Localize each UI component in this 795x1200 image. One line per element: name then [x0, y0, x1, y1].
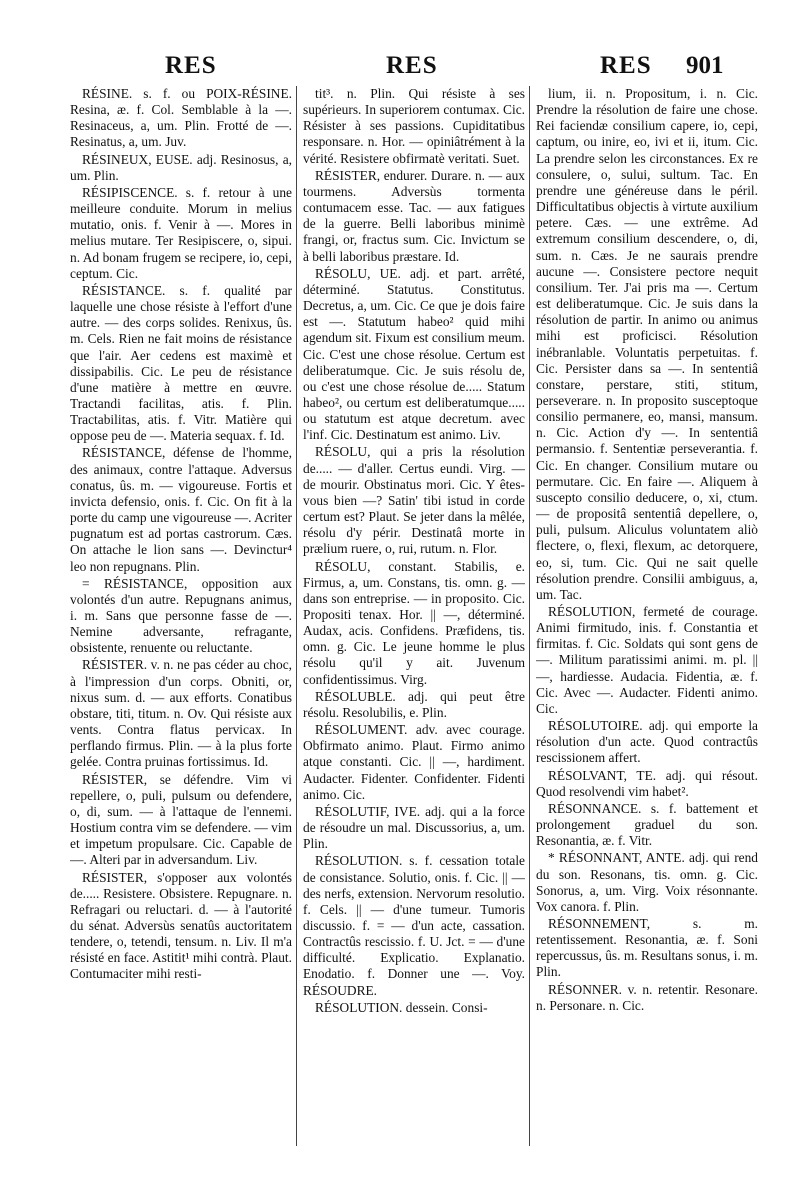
page-number: 901 — [686, 52, 724, 79]
column-3 — [536, 86, 758, 1166]
entry: * RÉSONNANT, ANTE. adj. qui rend du son. Resonans, tis. omn. g. Cic. Sonorus, a, um. Virg. Voix résonnante. Vox canora. f. Plin. — [536, 850, 758, 914]
entry: RÉSOLUBLE. adj. qui peut être résolu. Resolubilis, e. Plin. — [303, 688, 525, 720]
column-2 — [303, 86, 525, 1166]
entry: RÉSINEUX, EUSE. adj. Resinosus, a, um. Plin. — [70, 151, 292, 183]
entry: RÉSOLU, constant. Stabilis, e. Firmus, a, um. Constans, tis. omn. g. — dans son entreprise. — in proposito. Cic. Propositi tenax. Hor. || —, déterminé. Audax, acis. Confidens. Præfidens, tis. omn. g. Cic. Le jeune homme le plus résolu qu'il y ait. Juvenum confidentissimus. Virg. — [303, 558, 525, 687]
entry: RÉSISTANCE. s. f. qualité par laquelle une chose résiste à l'effort d'une autre. — des corps solides. Renixus, ûs. m. Cels. Rien ne fait moins de résistance que l'air. Aer cedens est maximè et dissipabilis. Cic. Le peu de résistance d'une matière à mettre en œuvre. Tractandi facilitas, atis. f. Plin. Tractabilitas, atis. f. Vitr. Matière qui oppose peu de —. Materia sequax. f. Id. — [70, 282, 292, 444]
entry: RÉSOLUTION, fermeté de courage. Animi firmitudo, inis. f. Constantia et firmitas. f. Cic. Soldats qui sont gens de —. Militum paratissimi animi. m. pl. || —, hardiesse. Audacia. Fidentia, æ. f. Cic. Avec —. Audacter. Fidenti animo. Cic. — [536, 604, 758, 716]
entry: RÉSIPISCENCE. s. f. retour à une meilleure conduite. Morum in melius mutatio, onis. f. Venir à —. Mores in melius mutare. Ter Resipiscere, o, sipui. n. Ad bonam frugem se recipere, io, cepi, ceptum. Cic. — [70, 184, 292, 281]
header-center: RES — [386, 52, 438, 79]
entry: RÉSONNANCE. s. f. battement et prolongement graduel du son. Resonantia, æ. f. Vitr. — [536, 800, 758, 849]
columns — [70, 86, 760, 1166]
entry: RÉSOLU, UE. adj. et part. arrêté, déterminé. Statutus. Constitutus. Decretus, a, um. Cic. Ce que je dois faire est —. Statutum habeo² quid mihi agendum sit. Fixum est consilium meum. Cic. C'est une chose résolue. Certum est deliberatumque. Cic. Je suis résolu de, ou c'est une chose résolue de..... Statum habeo², ou certum est deliberatumque..... ou statutum est atque decretum. avec l'inf. Cic. Destinatum est animo. Liv. — [303, 265, 525, 443]
entry: RÉSONNEMENT, s. m. retentissement. Resonantia, æ. f. Soni repercussus, ûs. m. Resultans sonus, i. m. Plin. — [536, 915, 758, 980]
entry: RÉSOLVANT, TE. adj. qui résout. Quod resolvendi vim habet². — [536, 767, 758, 799]
entry: tit³. n. Plin. Qui résiste à ses supérieurs. In superiorem contumax. Cic. Résister à ses passions. Cupiditatibus responsare. n. Hor. — opiniâtrément à la vérité. Resistere obfirmatè veritati. Suet. — [303, 86, 525, 166]
header-right: RES — [600, 52, 652, 79]
entry: RÉSOLUTION. s. f. cessation totale de consistance. Solutio, onis. f. Cic. || — des nerfs, extension. Nervorum resolutio. f. Cels. || — d'une tumeur. Tumoris discussio. f. = — d'un acte, cassation. Contractûs rescissio. f. U. Jct. = — d'une difficulté. Explicatio. Explanatio. Enodatio. f. Donner une —. Voy. RÉSOUDRE. — [303, 853, 525, 998]
running-header — [70, 52, 755, 86]
entry: RÉSONNER. v. n. retentir. Resonare. n. Personare. n. Cic. — [536, 981, 758, 1013]
entry: RÉSOLU, qui a pris la résolution de..... — d'aller. Certus eundi. Virg. — de mourir. Obstinatus mori. Cic. Y êtes-vous bien —? Satin' tibi istud in corde certum est? Plaut. Se jeter dans la mêlée, résolu d'y périr. Destinatâ morte in prælium ruere, o, rui, rutum. n. Flor. — [303, 444, 525, 557]
entry: RÉSISTANCE, défense de l'homme, des animaux, contre l'attaque. Adversus conatus, ûs. m. — vigoureuse. Fortis et invicta defensio, onis. f. Cic. On fit à la porte du camp une vigoureuse —. Acriter pugnatum est ad portas castrorum. Cæs. On attache le lion sans —. Devinctur⁴ leo non repugnans. Plin. — [70, 445, 292, 574]
entry: RÉSISTER, se défendre. Vim vi repellere, o, puli, pulsum ou defendere, o, di, sum. — à l'attaque de l'ennemi. Hostium contra vim se defendere. — vim et impetum propulsare. Cic. Capable de —. Alteri par in adversandum. Liv. — [70, 771, 292, 868]
entry: = RÉSISTANCE, opposition aux volontés d'un autre. Repugnans animus, i. m. Sans que personne fasse de —. Nemine adversante, refragante, obsistente, renuente ou reluctante. — [70, 575, 292, 656]
entry: RÉSOLUTION. dessein. Consi- — [315, 999, 488, 1015]
entry: RÉSISTER. v. n. ne pas céder au choc, à l'impression d'un corps. Obniti, or, nixus sum. d. — aux efforts. Conatibus obstare, titi, titum. n. Ov. Qui résiste aux vents. Contra flatus pervicax. In perflando firmus. Plin. — à la plus forte gelée. Contra pruinas fortissimus. Id. — [70, 657, 292, 770]
entry: RÉSISTER, s'opposer aux volontés de..... Resistere. Obsistere. Repugnare. n. Refragari ou reluctari. d. — à l'autorité du sénat. Adversùs senatûs auctoritatem tendere, o, tetendi, tensum. n. Liv. Il m'a résisté en face. Astitit¹ mihi contrà. Plaut. Contumaciter mihi resti- — [70, 869, 292, 982]
entry: RÉSOLUTOIRE. adj. qui emporte la résolution d'un acte. Quod contractûs rescissionem affert. — [536, 718, 758, 766]
entry: RÉSOLUTIF, IVE. adj. qui a la force de résoudre un mal. Discussorius, a, um. Plin. — [303, 803, 525, 852]
entry: RÉSOLUMENT. adv. avec courage. Obfirmato animo. Plaut. Firmo animo atque constanti. Cic. || —, hardiment. Audacter. Fidenter. Confidenter. Fidenti animo. Cic. — [303, 722, 525, 802]
column-1 — [70, 86, 292, 1166]
entry: RÉSISTER, endurer. Durare. n. — aux tourmens. Adversùs tormenta contumacem esse. Tac. — aux fatigues de la guerre. Belli laboribus minimè frangi, or, fractus sum. Cic. Invictum se à belli laboribus præstare. Id. — [303, 167, 525, 264]
entry: RÉSINE. s. f. ou POIX-RÉSINE. Resina, æ. f. Col. Semblable à la —. Resinaceus, a, um. Plin. Frotté de —. Resinatus, a, um. Juv. — [70, 86, 292, 150]
header-left: RES — [165, 52, 217, 79]
entry: lium, ii. n. Propositum, i. n. Cic. Prendre la résolution de faire une chose. Rei faciendæ consilium capere, io, cepi, captum, ou inire, eo, ivi et ii, itum. Cic. La prendre selon les circonstances. Ex re consulere, o, sului, sultum. Tac. En prendre une généreuse dans le péril. Difficultatibus objectis à virtute auxilium petere. Cæs. — une extrême. Ad extremum consilium descendere, o, di, sum. n. Cæs. Je ne saurais prendre aucune —. Consistere pectore nequit consilium. Ter. J'ai pris ma —. Certum est deliberatumque. Cic. Je suis dans la résolution de partir. In animo ou animus mihi est proficisci. Résolution inébranlable. Voluntatis perpetuitas. f. Cic. Persister dans sa —. In sententiâ constare, perstare, stiti, stitum, perseverare. n. In proposito susceptoque consilio permanere, eo, mansi, mansum. n. Cic. Action d'y —. In sententiâ permansio. f. Sententiæ perseverantia. f. Cic. En changer. Consilium mutare ou permutare. Cic. En faire —. Aliquem à suscepto consilio deducere, o, xi, ctum. — de propositâ sententiâ depellere, o, puli, pulsum. Aliculus voluntatem aliò flectere, o, flexi, flexum, ac detorquere, eo, si, tum. Cic. Qui ne sait quelle résolution prendre. Consilii ambiguus, a, um. Tac. — [536, 86, 758, 602]
